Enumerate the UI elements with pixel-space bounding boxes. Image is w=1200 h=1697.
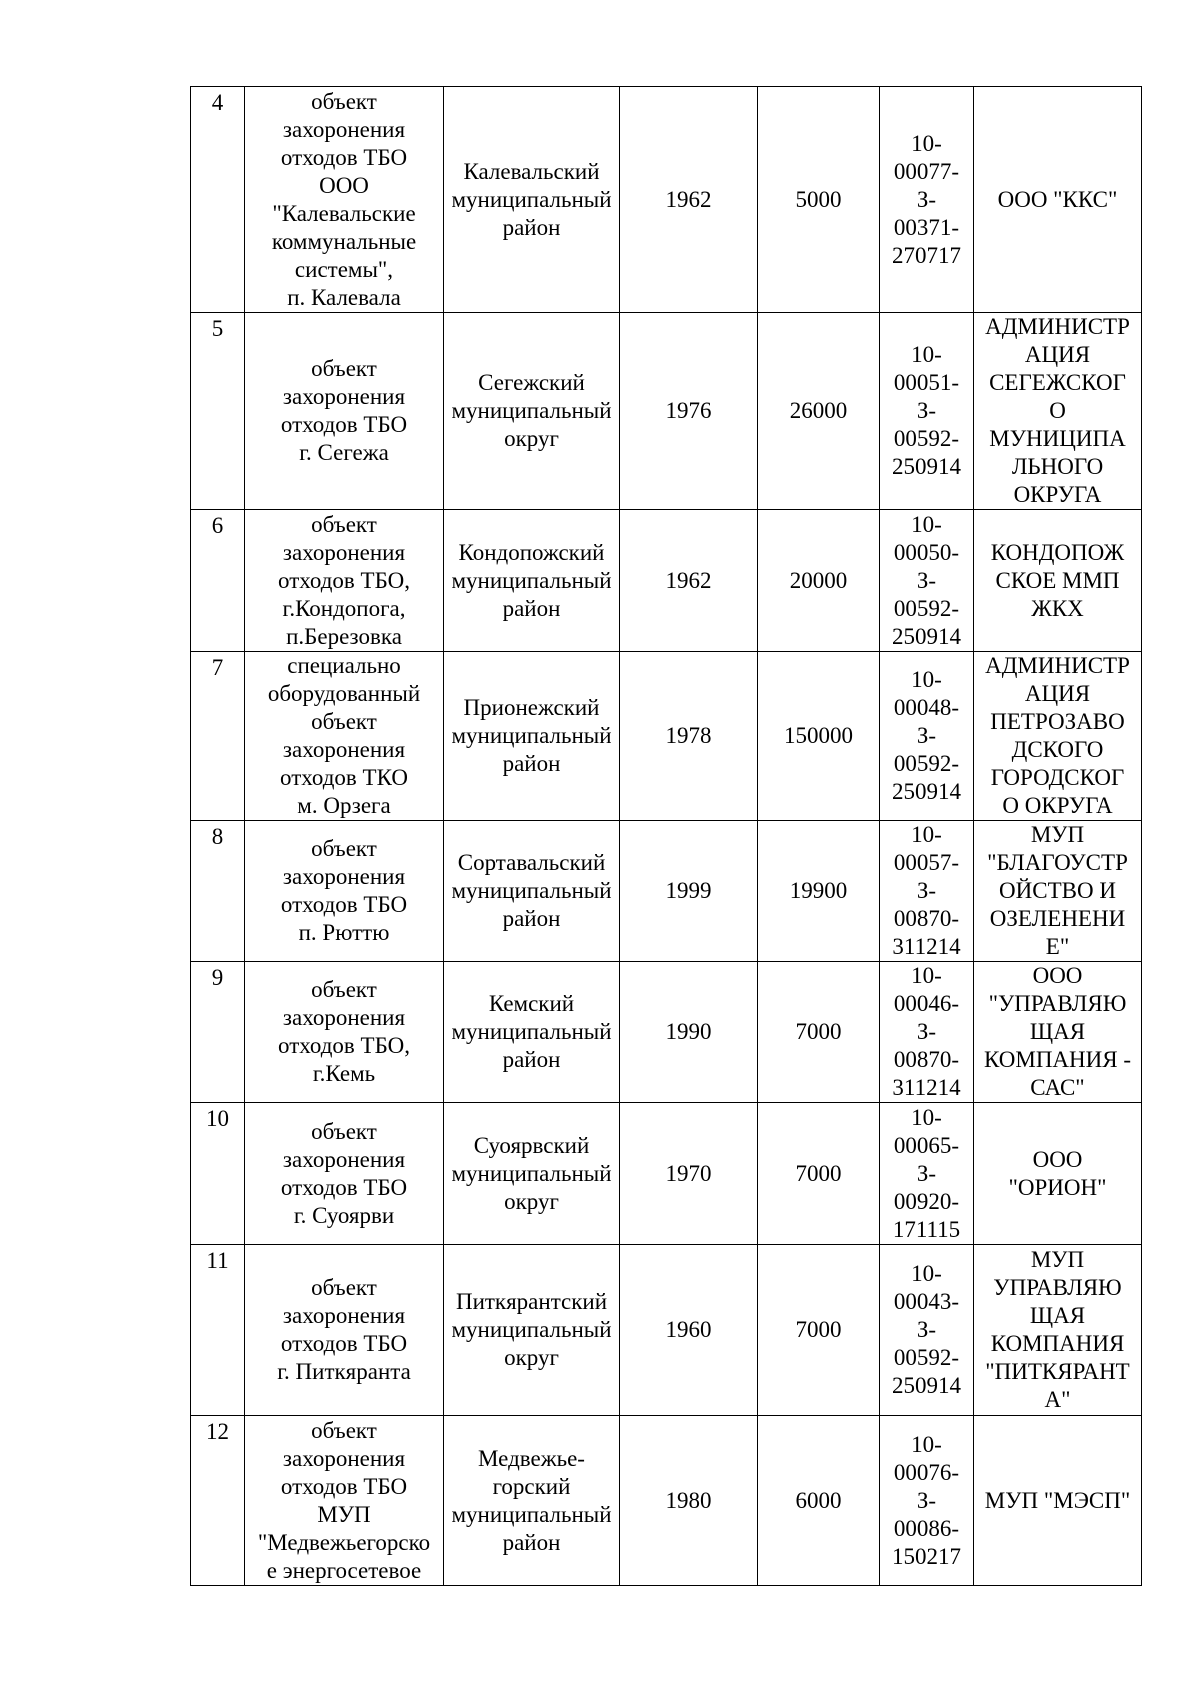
district: Кондопожский муниципальный район	[444, 510, 620, 652]
row-number: 7	[191, 652, 245, 821]
district: Прионежский муниципальный район	[444, 652, 620, 821]
capacity: 5000	[758, 87, 880, 313]
operator: ООО "УПРАВЛЯЮ ЩАЯ КОМПАНИЯ - САС"	[974, 962, 1142, 1103]
registry-number: 10- 00048- З- 00592- 250914	[880, 652, 974, 821]
table-row	[191, 962, 1142, 1103]
year: 1978	[620, 652, 758, 821]
district: Сортавальский муниципальный район	[444, 821, 620, 962]
row-number: 4	[191, 87, 245, 313]
table-row	[191, 1245, 1142, 1416]
operator: АДМИНИСТР АЦИЯ ПЕТРОЗАВО ДСКОГО ГОРОДСКОГ О ОКРУГА	[974, 652, 1142, 821]
capacity: 7000	[758, 1245, 880, 1416]
object-name: объект захоронения отходов ТБО г. Суоярви	[245, 1103, 444, 1245]
year: 1960	[620, 1245, 758, 1416]
table-row	[191, 821, 1142, 962]
object-name: объект захоронения отходов ТБО ООО "Калевальские коммунальные системы", п. Калевала	[245, 87, 444, 313]
operator: ООО "ККС"	[974, 87, 1142, 313]
year: 1999	[620, 821, 758, 962]
row-number: 11	[191, 1245, 245, 1416]
row-number: 8	[191, 821, 245, 962]
year: 1970	[620, 1103, 758, 1245]
registry-number: 10- 00077- З- 00371- 270717	[880, 87, 974, 313]
district: Суоярвский муниципальный округ	[444, 1103, 620, 1245]
year: 1980	[620, 1416, 758, 1586]
table-body	[191, 87, 1142, 1586]
row-number: 10	[191, 1103, 245, 1245]
district: Питкярантский муниципальный округ	[444, 1245, 620, 1416]
operator: ООО "ОРИОН"	[974, 1103, 1142, 1245]
row-number: 5	[191, 313, 245, 510]
registry-number: 10- 00051- З- 00592- 250914	[880, 313, 974, 510]
capacity: 19900	[758, 821, 880, 962]
district: Сегежский муниципальный округ	[444, 313, 620, 510]
operator: МУП УПРАВЛЯЮ ЩАЯ КОМПАНИЯ "ПИТКЯРАНТ А"	[974, 1245, 1142, 1416]
row-number: 12	[191, 1416, 245, 1586]
registry-number: 10- 00065- З- 00920- 171115	[880, 1103, 974, 1245]
year: 1962	[620, 510, 758, 652]
district: Кемский муниципальный район	[444, 962, 620, 1103]
object-name: объект захоронения отходов ТБО г. Питкяранта	[245, 1245, 444, 1416]
table-row	[191, 87, 1142, 313]
capacity: 26000	[758, 313, 880, 510]
row-number: 9	[191, 962, 245, 1103]
district: Медвежье- горский муниципальный район	[444, 1416, 620, 1586]
capacity: 150000	[758, 652, 880, 821]
operator: КОНДОПОЖ СКОЕ ММП ЖКХ	[974, 510, 1142, 652]
operator: АДМИНИСТР АЦИЯ СЕГЕЖСКОГ О МУНИЦИПА ЛЬНОГО ОКРУГА	[974, 313, 1142, 510]
object-name: объект захоронения отходов ТБО г. Сегежа	[245, 313, 444, 510]
object-name: объект захоронения отходов ТБО, г.Кондопога, п.Березовка	[245, 510, 444, 652]
operator: МУП "МЭСП"	[974, 1416, 1142, 1586]
district: Калевальский муниципальный район	[444, 87, 620, 313]
operator: МУП "БЛАГОУСТР ОЙСТВО И ОЗЕЛЕНЕНИ Е"	[974, 821, 1142, 962]
year: 1990	[620, 962, 758, 1103]
table-row	[191, 1103, 1142, 1245]
object-name: объект захоронения отходов ТБО п. Рюттю	[245, 821, 444, 962]
year: 1962	[620, 87, 758, 313]
table-row	[191, 313, 1142, 510]
registry-number: 10- 00076- З- 00086- 150217	[880, 1416, 974, 1586]
registry-number: 10- 00050- З- 00592- 250914	[880, 510, 974, 652]
table-row	[191, 510, 1142, 652]
registry-number: 10- 00057- З- 00870- 311214	[880, 821, 974, 962]
object-name: объект захоронения отходов ТБО МУП "Медвежьегорско е энергосетевое	[245, 1416, 444, 1586]
capacity: 7000	[758, 962, 880, 1103]
landfill-registry-table	[190, 86, 1142, 1586]
year: 1976	[620, 313, 758, 510]
capacity: 6000	[758, 1416, 880, 1586]
table-row	[191, 652, 1142, 821]
row-number: 6	[191, 510, 245, 652]
table-row	[191, 1416, 1142, 1586]
object-name: объект захоронения отходов ТБО, г.Кемь	[245, 962, 444, 1103]
registry-number: 10- 00043- З- 00592- 250914	[880, 1245, 974, 1416]
capacity: 20000	[758, 510, 880, 652]
capacity: 7000	[758, 1103, 880, 1245]
registry-number: 10- 00046- З- 00870- 311214	[880, 962, 974, 1103]
object-name: специально оборудованный объект захоронения отходов ТКО м. Орзега	[245, 652, 444, 821]
